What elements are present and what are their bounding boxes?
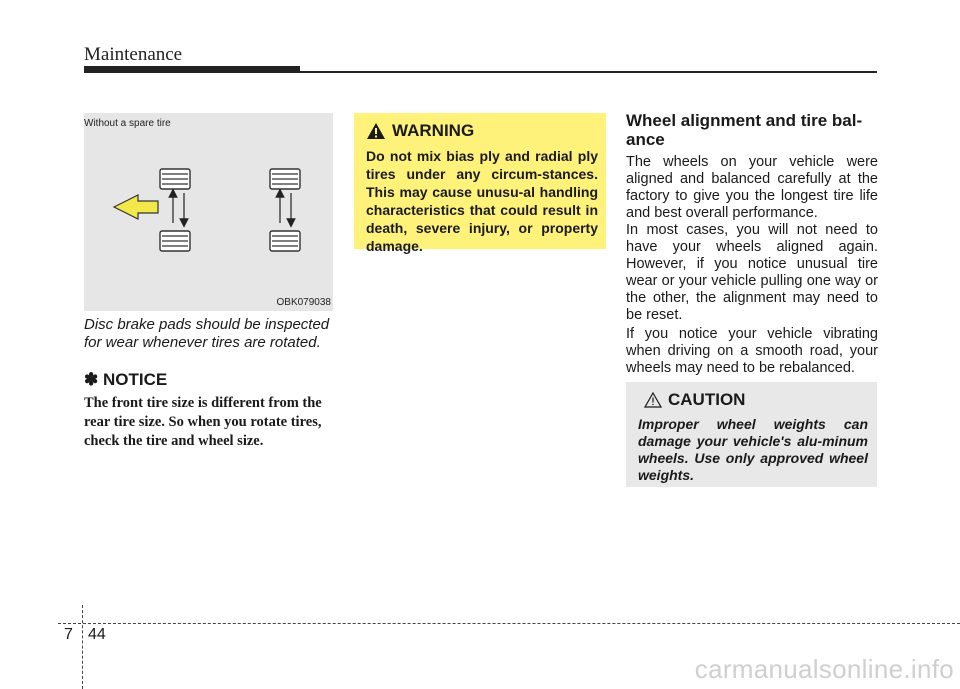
caution-box bbox=[626, 382, 877, 487]
warning-box bbox=[354, 113, 606, 254]
tire-rear-right-icon bbox=[270, 231, 300, 251]
caution-title: CAUTION bbox=[668, 390, 746, 409]
footer-divider bbox=[82, 605, 83, 689]
tire-rotation-figure bbox=[84, 113, 333, 311]
warning-header bbox=[366, 121, 474, 141]
paragraph: The wheels on your vehicle were aligned and balanced carefully at the factory to give you the longest tire life and best overall performance. bbox=[626, 154, 878, 221]
tire-front-right-icon bbox=[270, 169, 300, 189]
forward-direction-arrow bbox=[114, 195, 158, 219]
tire-rear-left-icon bbox=[160, 231, 190, 251]
warning-triangle-icon bbox=[366, 122, 386, 140]
figure-description: Disc brake pads should be inspected for wear whenever tires are rotated. bbox=[84, 316, 330, 351]
tire-rotation-diagram bbox=[84, 113, 333, 311]
caution-triangle-icon bbox=[644, 392, 662, 408]
caution-header bbox=[644, 390, 745, 410]
figure-code: OBK079038 bbox=[276, 297, 331, 308]
watermark: carmanualsonline.info bbox=[694, 654, 954, 684]
section-title: Maintenance bbox=[84, 44, 183, 65]
warning-title: WARNING bbox=[392, 121, 475, 140]
caution-text: Improper wheel weights can damage your vehicle's alu-minum wheels. Use only approved wheel weights. bbox=[638, 416, 868, 483]
header-rule bbox=[300, 71, 877, 73]
wheel-alignment-heading: Wheel alignment and tire bal-ance bbox=[626, 111, 863, 149]
paragraph: If you notice your vehicle vibrating when driving on a smooth road, your wheels may need to be rebalanced. bbox=[626, 326, 878, 376]
figure-caption: Without a spare tire bbox=[84, 118, 171, 129]
paragraph: In most cases, you will not need to have your wheels aligned again. However, if you notice unusual tire wear or your vehicle pulling one way or the other, the alignment may need to be reset. bbox=[626, 222, 878, 323]
notice-title: ✽ NOTICE bbox=[84, 370, 168, 389]
footer-rule bbox=[58, 623, 960, 624]
warning-text: Do not mix bias ply and radial ply tires under any circum-stances. This may cause unusu-al handling characteristics that could result in death, severe injury, or property damage. bbox=[366, 148, 598, 254]
notice-text: The front tire size is different from the rear tire size. So when you rotate tires, check the tire and wheel size. bbox=[84, 395, 322, 449]
tire-front-left-icon bbox=[160, 169, 190, 189]
chapter-number: 7 bbox=[64, 626, 73, 643]
header-bar bbox=[84, 66, 300, 73]
page-number: 44 bbox=[88, 626, 106, 643]
